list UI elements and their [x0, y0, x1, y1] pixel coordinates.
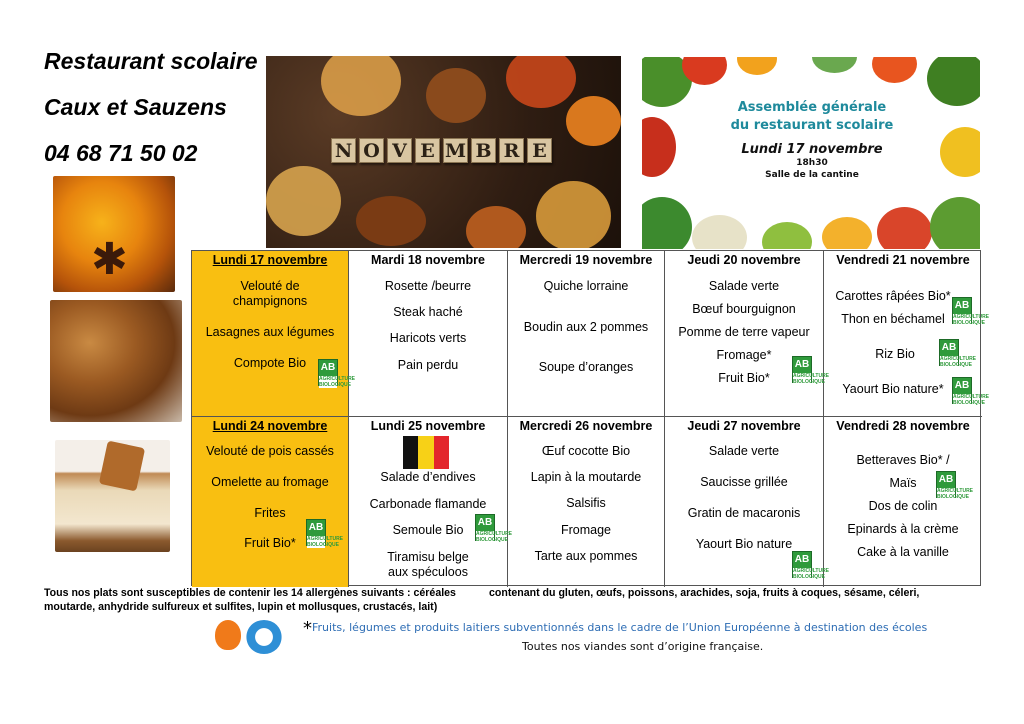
footnote-star: * [303, 618, 312, 639]
november-banner [266, 56, 621, 248]
letter-tile: E [527, 138, 552, 163]
organic-label-icon: AB AGRICULTURE BIOLOGIQUE [952, 377, 972, 404]
letter-tile: V [387, 138, 412, 163]
day-heading: Mercredi 19 novembre [519, 253, 653, 267]
pain-perdu-photo [50, 300, 182, 422]
dish: Carottes râpées Bio* [835, 289, 951, 303]
dish: Œuf cocotte Bio [541, 444, 631, 458]
eu-subsidy-text: Fruits, légumes et produits laitiers subventionnés dans le cadre de l’Union Européenne à destination des écoles [312, 621, 928, 634]
dish: Epinards à la crème [847, 522, 959, 536]
menu-cell-monday-25 [349, 417, 513, 587]
dish: Rosette /beurre [384, 279, 472, 293]
dish: champignons [232, 294, 308, 308]
organic-label-icon: AB AGRICULTURE BIOLOGIQUE [939, 339, 959, 366]
dish: Cake à la vanille [857, 545, 949, 559]
menu-cell-thursday-27 [665, 417, 830, 587]
dish: Pomme de terre vapeur [678, 325, 810, 339]
dish: Dos de colin [868, 499, 938, 513]
orange-dessert-photo: ✱ [53, 176, 175, 292]
letter-tile: B [471, 138, 496, 163]
letter-tile: M [444, 140, 467, 162]
dish: Frites [254, 506, 286, 520]
belgium-flag-icon [403, 436, 449, 469]
organic-label-icon: AB AGRICULTURE BIOLOGIQUE [792, 356, 812, 383]
dish: Fruit Bio* [718, 371, 770, 385]
dish: Riz Bio [875, 347, 915, 361]
allergen-notice [44, 586, 984, 614]
dish: Bœuf bourguignon [692, 302, 796, 316]
day-heading: Lundi 24 novembre [212, 419, 328, 433]
menu-cell-friday-21 [824, 251, 990, 417]
fruit-logo-icon [215, 620, 241, 650]
letter-tile: N [331, 138, 356, 163]
meat-origin-note: Toutes nos viandes sont d’origine française. [522, 640, 764, 653]
day-heading: Lundi 17 novembre [212, 253, 328, 267]
dish: Haricots verts [389, 331, 467, 345]
assembly-place: Salle de la cantine [765, 170, 859, 180]
dish: Salade d’endives [380, 470, 476, 484]
dish: Fruit Bio* [244, 536, 296, 550]
november-tiles [331, 138, 552, 163]
dish: Yaourt Bio nature* [842, 382, 944, 396]
letter-tile: O [359, 138, 384, 163]
dish: Lasagnes aux légumes [205, 325, 335, 339]
organic-label-icon: AB AGRICULTURE BIOLOGIQUE [306, 519, 326, 546]
dish: Omelette au fromage [211, 475, 329, 489]
dish: Salade verte [708, 444, 780, 458]
dish: Velouté de [240, 279, 300, 293]
day-heading: Lundi 25 novembre [370, 419, 486, 433]
restaurant-location: Caux et Sauzens [44, 94, 227, 120]
tiramisu-photo [55, 440, 170, 552]
menu-table [191, 250, 990, 586]
dish: Boudin aux 2 pommes [523, 320, 649, 334]
dish: Fromage* [716, 348, 772, 362]
dish: Steak haché [393, 305, 463, 319]
assembly-title: Assemblée générale [737, 100, 887, 115]
day-heading: Vendredi 21 novembre [836, 253, 970, 267]
menu-cell-wednesday-19 [508, 251, 665, 417]
assembly-date: Lundi 17 novembre [741, 142, 883, 157]
dish: Tarte aux pommes [534, 549, 638, 563]
organic-label-icon: AB AGRICULTURE BIOLOGIQUE [792, 551, 812, 578]
dish: Thon en béchamel [841, 312, 945, 326]
dish: Lapin à la moutarde [530, 470, 642, 484]
menu-cell-monday-24 [192, 417, 349, 587]
organic-label-icon: AB AGRICULTURE BIOLOGIQUE [318, 359, 338, 386]
dish: Tiramisu belge [387, 550, 469, 564]
menu-cell-tuesday-18 [349, 251, 508, 417]
day-heading: Mercredi 26 novembre [519, 419, 653, 433]
day-heading: Jeudi 27 novembre [687, 419, 801, 433]
dish: Fromage [560, 523, 612, 537]
milk-logo-icon [246, 620, 282, 654]
allergen-text-part2: contenant du gluten, œufs, poissons, arachides, soja, fruits à coques, sésame, céleri, [489, 587, 920, 599]
restaurant-name: Restaurant scolaire [44, 48, 258, 74]
menu-cell-wednesday-26 [508, 417, 665, 587]
dish: Semoule Bio [392, 523, 464, 537]
dish: Gratin de macaronis [687, 506, 801, 520]
dish: Pain perdu [397, 358, 459, 372]
assembly-subtitle: du restaurant scolaire [730, 118, 894, 133]
dish: Quiche lorraine [543, 279, 629, 293]
organic-label-icon: AB AGRICULTURE BIOLOGIQUE [475, 514, 495, 541]
allergen-text-line2: moutarde, anhydride sulfureux et sulfites, lupin et mollusques, crustacés, lait) [44, 601, 438, 613]
organic-label-icon: AB AGRICULTURE BIOLOGIQUE [936, 471, 956, 498]
organic-label-icon: AB AGRICULTURE BIOLOGIQUE [952, 297, 972, 324]
day-heading: Mardi 18 novembre [371, 253, 485, 267]
dish: Salade verte [708, 279, 780, 293]
dish: Carbonade flamande [369, 497, 487, 511]
dish: Betteraves Bio* / [856, 453, 950, 467]
dish: Soupe d’oranges [538, 360, 634, 374]
letter-tile: E [415, 138, 440, 163]
assembly-time: 18h30 [796, 158, 828, 168]
assembly-banner [642, 57, 980, 249]
menu-cell-thursday-20 [665, 251, 830, 417]
dish: Velouté de pois cassés [206, 444, 334, 458]
dish: Yaourt Bio nature [695, 537, 793, 551]
menu-cell-friday-28 [824, 417, 982, 587]
dish: Salsifis [566, 496, 606, 510]
allergen-text-part1: Tous nos plats sont susceptibles de contenir les 14 allergènes suivants : céréales [44, 587, 456, 599]
menu-cell-monday-17 [192, 251, 356, 417]
restaurant-phone: 04 68 71 50 02 [44, 140, 198, 166]
dish: aux spéculoos [388, 565, 468, 579]
dish: Compote Bio [233, 356, 307, 370]
dish: Maïs [889, 476, 917, 490]
eu-subsidy-note [303, 618, 927, 639]
day-heading: Jeudi 20 novembre [687, 253, 801, 267]
day-heading: Vendredi 28 novembre [836, 419, 970, 433]
letter-tile: R [499, 138, 524, 163]
dish: Saucisse grillée [700, 475, 788, 489]
